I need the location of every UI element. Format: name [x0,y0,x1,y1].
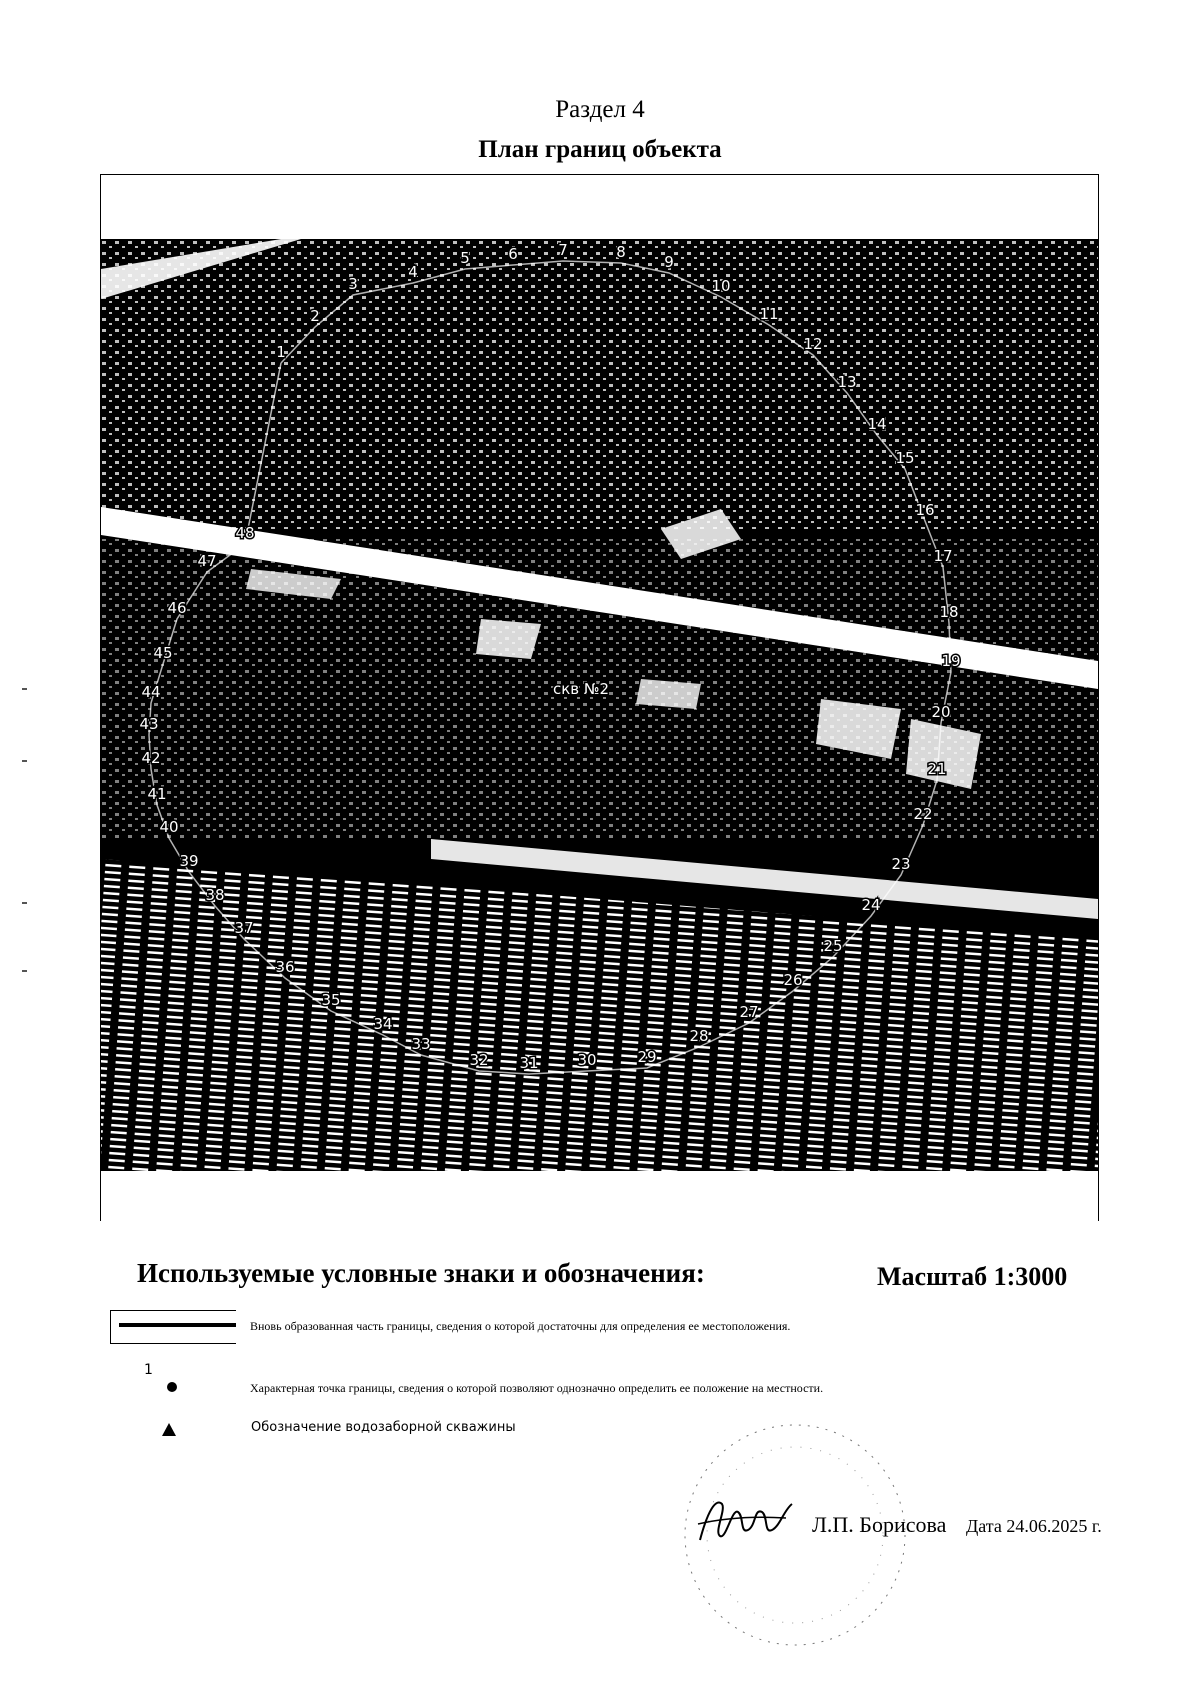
boundary-point-4: 4 [408,263,418,281]
boundary-point-26: 26 [783,971,803,989]
boundary-point-18: 18 [939,603,959,621]
boundary-point-15: 15 [895,449,915,467]
boundary-point-11: 11 [759,305,779,323]
boundary-point-34: 34 [373,1015,393,1033]
boundary-line-symbol [110,1310,236,1344]
scale-label: Масштаб 1:3000 [877,1262,1068,1291]
signer-name: Л.П. Борисова [812,1512,947,1537]
boundary-point-19: 19 [941,652,961,670]
boundary-point-20: 20 [931,703,951,721]
boundary-point-14: 14 [867,415,887,433]
boundary-point-28: 28 [689,1027,709,1045]
page-title: План границ объекта [478,136,722,163]
boundary-point-1: 1 [276,343,286,361]
boundary-point-33: 33 [411,1035,431,1053]
boundary-point-21: 21 [927,760,947,778]
boundary-point-16: 16 [915,501,935,519]
boundary-point-44: 44 [141,683,161,701]
boundary-point-42: 42 [141,749,161,767]
aerial-map [101,239,1098,1171]
boundary-point-24: 24 [861,896,881,914]
boundary-point-13: 13 [837,373,857,391]
boundary-point-8: 8 [616,243,626,261]
boundary-point-2: 2 [310,307,320,325]
well-label: скв №2 [553,680,610,698]
boundary-point-31: 31 [519,1054,539,1072]
scan-mark [22,760,27,762]
boundary-point-41: 41 [147,785,167,803]
boundary-point-10: 10 [711,277,731,295]
boundary-point-6: 6 [508,245,518,263]
boundary-point-27: 27 [739,1003,759,1021]
boundary-point-23: 23 [891,855,911,873]
scan-mark [22,970,27,972]
boundary-point-12: 12 [803,335,823,353]
point-description: Характерная точка границы, сведения о которой позволяют однозначно определить ее положение на местности. [250,1381,824,1395]
boundary-point-40: 40 [159,818,179,836]
upper-district [101,239,1098,529]
scan-mark [22,688,27,690]
legend-title: Используемые условные знаки и обозначения: [137,1258,705,1288]
boundary-point-35: 35 [321,991,341,1009]
point-symbol-number: 1 [144,1362,153,1378]
boundary-point-48: 48 [235,524,255,542]
boundary-point-3: 3 [348,275,358,293]
boundary-point-25: 25 [823,937,843,955]
signature-mark [694,1490,796,1550]
boundary-point-30: 30 [577,1051,597,1069]
boundary-point-32: 32 [469,1051,489,1069]
scan-mark [22,902,27,904]
boundary-point-17: 17 [933,547,953,565]
boundary-point-38: 38 [205,886,225,904]
boundary-point-43: 43 [139,715,159,733]
boundary-point-9: 9 [664,253,674,271]
boundary-point-37: 37 [234,919,254,937]
boundary-point-5: 5 [460,249,470,267]
section-label: Раздел 4 [555,96,645,123]
boundary-point-47: 47 [197,552,217,570]
well-symbol-icon [162,1423,176,1436]
boundary-point-36: 36 [275,958,295,976]
boundary-point-29: 29 [637,1048,657,1066]
boundary-point-7: 7 [558,241,568,259]
boundary-line-description: Вновь образованная часть границы, сведения о которой достаточны для определения ее местоположения. [250,1319,791,1333]
boundary-point-46: 46 [167,599,187,617]
well-description: Обозначение водозаборной скважины [251,1420,516,1435]
boundary-point-39: 39 [179,852,199,870]
point-symbol-dot [167,1382,177,1392]
signature-date: Дата 24.06.2025 г. [966,1516,1102,1536]
boundary-point-22: 22 [913,805,933,823]
boundary-point-45: 45 [153,644,173,662]
